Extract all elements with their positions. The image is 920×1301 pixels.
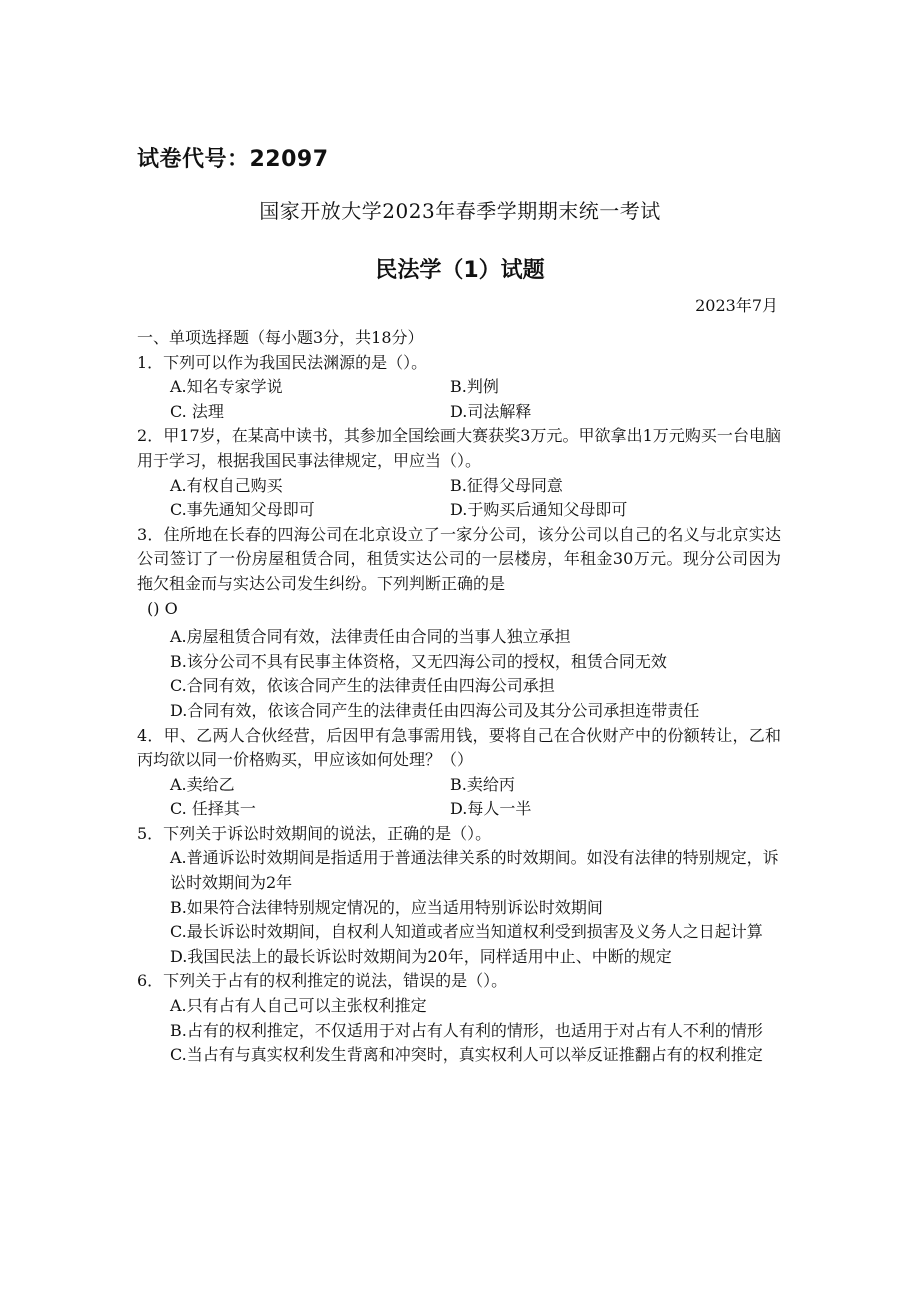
exam-date: 2023年7月 [695,296,778,315]
question-4-option-a: A.卖给乙 [170,774,235,794]
question-2-option-d: D.于购买后通知父母即可 [450,500,628,520]
question-4-options-row2 [137,797,781,822]
question-4-option-b: B.卖给丙 [450,774,515,794]
question-2-options-row2 [137,498,781,523]
question-4-stem: 4．甲、乙两人合伙经营，后因甲有急事需用钱，要将自己在合伙财产中的份额转让，乙和丙均欲以同一价格购买，甲应该如何处理？（） [137,725,781,770]
question-1-option-b: B.判例 [450,377,499,397]
question-3-stem: 3．住所地在长春的四海公司在北京设立了一家分公司，该分公司以自己的名义与北京实达公司签订了一份房屋租赁合同，租赁实达公司的一层楼房，年租金30万元。现分公司因为拖欠租金而与实达公司发生纠纷。下列判断正确的是 [137,524,781,593]
question-4-options-row1 [137,773,781,798]
subject-title: 民法学（1）试题 [375,258,545,283]
question-5-option-c: C.最长诉讼时效期间，自权利人知道或者应当知道权利受到损害及义务人之日起计算 [170,922,763,942]
question-1-options-row2 [137,400,781,425]
question-6-option-c: C.当占有与真实权利发生背离和冲突时，真实权利人可以举反证推翻占有的权利推定 [170,1045,763,1065]
question-1-options-row1 [137,375,781,400]
question-6-option-a: A.只有占有人自己可以主张权利推定 [170,996,427,1016]
question-5-option-a: A.普通诉讼时效期间是指适用于普通法律关系的时效期间。如没有法律的特别规定，诉讼时效期间为2年 [170,848,779,893]
question-body [137,326,781,1068]
question-6-option-b: B.占有的权利推定，不仅适用于对占有人有利的情形，也适用于对占有人不利的情形 [170,1020,763,1040]
question-2-option-a: A.有权自己购买 [170,475,283,495]
question-4-option-d: D.每人一半 [450,799,532,819]
question-5-option-d: D.我国民法上的最长诉讼时效期间为20年，同样适用中止、中断的规定 [170,946,672,966]
question-3-option-b: B.该分公司不具有民事主体资格，又无四海公司的授权，租赁合同无效 [170,651,667,671]
question-3-option-a: A.房屋租赁合同有效，法律责任由合同的当事人独立承担 [170,627,571,647]
question-5-option-b: B.如果符合法律特别规定情况的，应当适用特别诉讼时效期间 [170,897,603,917]
question-2-options-row1 [137,474,781,499]
question-3-stem-tail: () O [147,598,178,618]
question-3-option-c: C.合同有效，依该合同产生的法律责任由四海公司承担 [170,676,555,696]
question-4-option-c: C. 任择其一 [170,799,256,819]
question-1-stem: 1．下列可以作为我国民法渊源的是（）。 [137,352,428,372]
paper-code: 试卷代号：22097 [137,147,329,172]
section-title: 一、单项选择题（每小题3分，共18分） [137,328,424,347]
question-1-option-a: A.知名专家学说 [170,377,283,397]
question-2-option-c: C.事先通知父母即可 [170,500,315,520]
question-2-stem: 2．甲17岁，在某高中读书，其参加全国绘画大赛获奖3万元。甲欲拿出1万元购买一台电脑用于学习，根据我国民事法律规定，甲应当（）。 [137,426,781,470]
university-line: 国家开放大学2023年春季学期期末统一考试 [259,199,661,223]
question-2-option-b: B.征得父母同意 [450,475,563,495]
question-5-stem: 5．下列关于诉讼时效期间的说法，正确的是（）。 [137,823,492,843]
question-1-option-c: C. 法理 [170,401,224,421]
question-1-option-d: D.司法解释 [450,401,532,421]
question-6-stem: 6．下列关于占有的权利推定的说法，错误的是（）。 [137,971,508,991]
question-3-option-d: D.合同有效，依该合同产生的法律责任由四海公司及其分公司承担连带责任 [170,700,700,720]
